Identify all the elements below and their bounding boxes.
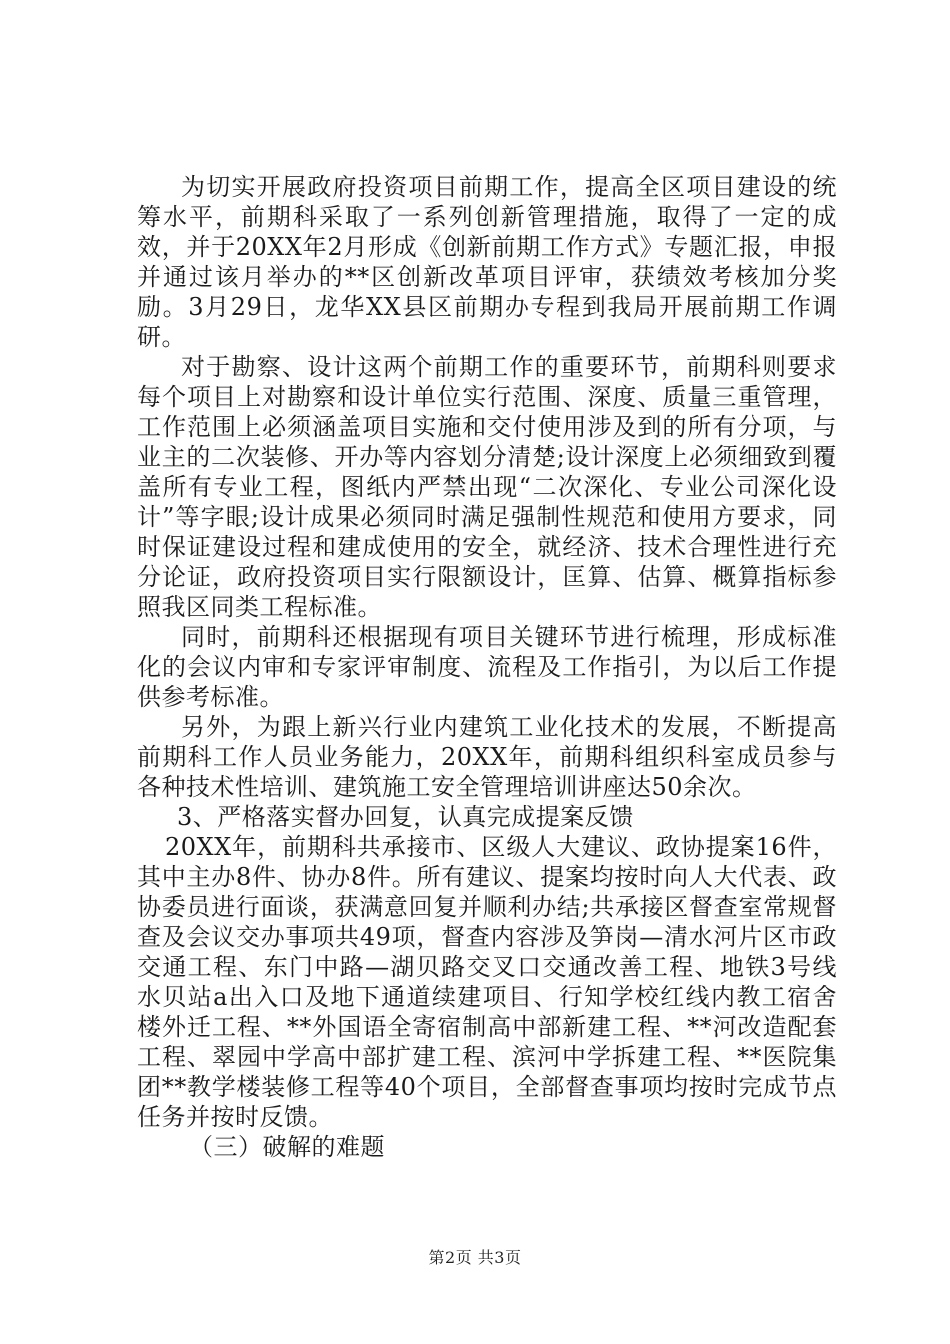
paragraph-innovation: 为切实开展政府投资项目前期工作，提高全区项目建设的统筹水平，前期科采取了一系列创新管理措施，取得了一定的成效，并于20XX年2月形成《创新前期工作方式》专题汇报，申报并通过该月举办的**区创新改革项目评审，获绩效考核加分奖励。3月29日，龙华XX县区前期办专程到我局开展前期工作调研。	[137, 173, 837, 351]
section-heading-supervision: 3、严格落实督办回复，认真完成提案反馈	[177, 803, 634, 831]
paragraph-training: 另外，为跟上新兴行业内建筑工业化技术的发展，不断提高前期科工作人员业务能力，20XX年，前期科组织科室成员参与各种技术性培训、建筑施工安全管理培训讲座达50余次。	[137, 713, 837, 801]
paragraph-survey-design: 对于勘察、设计这两个前期工作的重要环节，前期科则要求每个项目上对勘察和设计单位实行范围、深度、质量三重管理，工作范围上必须涵盖项目实施和交付使用涉及到的所有分项，与业主的二次装修、开办等内容划分清楚;设计深度上必须细致到覆盖所有专业工程，图纸内严禁出现“二次深化、专业公司深化设计”等字眼;设计成果必须同时满足强制性规范和使用方要求，同时保证建设过程和建成使用的安全，就经济、技术合理性进行充分论证，政府投资项目实行限额设计，匡算、估算、概算指标参照我区同类工程标准。	[137, 353, 837, 621]
section-heading-problems: （三）破解的难题	[189, 1133, 385, 1161]
paragraph-standardization: 同时，前期科还根据现有项目关键环节进行梳理，形成标准化的会议内审和专家评审制度、流程及工作指引，为以后工作提供参考标准。	[137, 623, 837, 711]
document-body	[137, 172, 837, 1162]
page-number-footer: 第2页 共3页	[428, 1248, 522, 1267]
paragraph-proposals: 20XX年，前期科共承接市、区级人大建议、政协提案16件，其中主办8件、协办8件。所有建议、提案均按时向人大代表、政协委员进行面谈，获满意回复并顺利办结;共承接区督查室常规督查及会议交办事项共49项，督查内容涉及笋岗—清水河片区市政交通工程、东门中路—湖贝路交叉口交通改善工程、地铁3号线水贝站a出入口及地下通道续建项目、行知学校红线内教工宿舍楼外迁工程、**外国语全寄宿制高中部新建工程、**河改造配套工程、翠园中学高中部扩建工程、滨河中学拆建工程、**医院集团**教学楼装修工程等40个项目，全部督查事项均按时完成节点任务并按时反馈。	[137, 833, 837, 1131]
